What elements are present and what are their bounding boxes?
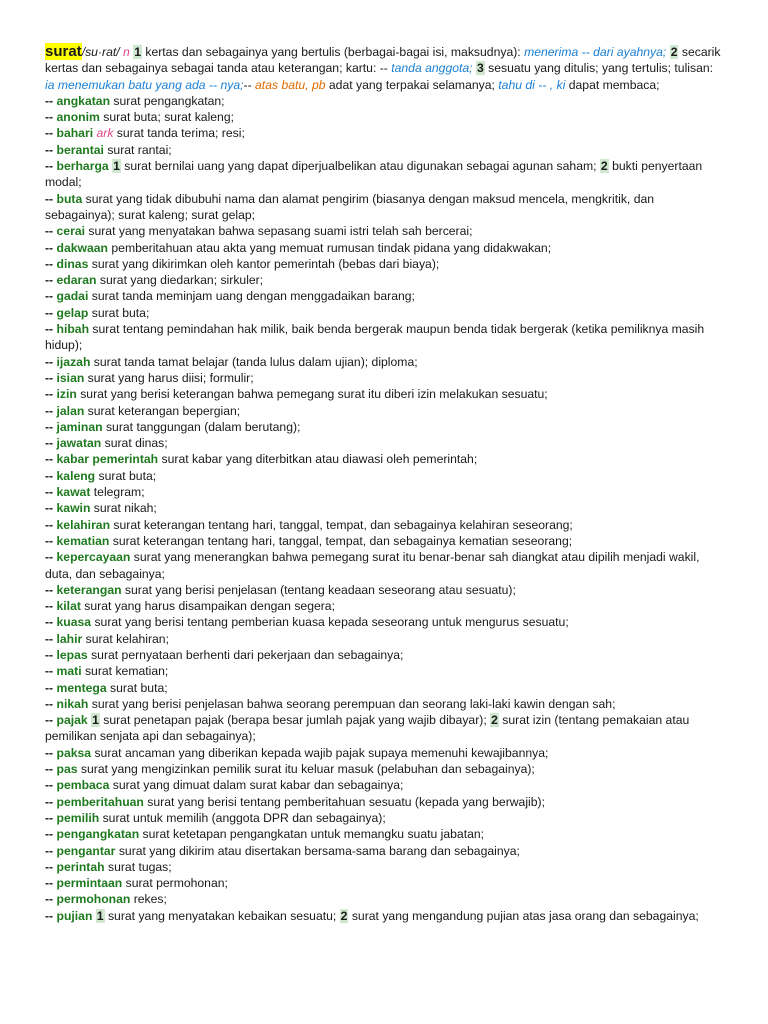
subentry-term: dakwaan	[56, 240, 108, 255]
subentry-term: gadai	[56, 289, 89, 304]
definition-text: telegram;	[90, 485, 145, 500]
intro-definition	[45, 45, 720, 92]
definition-text: surat nikah;	[90, 501, 157, 516]
subentry-list	[45, 93, 725, 924]
tilde-dash: --	[45, 191, 57, 206]
subentry-term: jaminan	[56, 419, 103, 434]
tilde-dash: --	[45, 126, 57, 141]
tilde-dash: --	[45, 599, 57, 614]
sense-number: 1	[96, 908, 104, 923]
definition-text: secarik kertas dan sebagainya sebagai tanda atau keterangan; kartu: --	[45, 45, 721, 76]
tilde-dash: --	[45, 631, 57, 646]
subentry-term: isian	[56, 370, 85, 385]
subentry-term: kelahiran	[56, 517, 111, 532]
tilde-dash: --	[45, 403, 57, 418]
definition-text: surat kelahiran;	[82, 631, 169, 646]
definition-text: surat kematian;	[81, 664, 169, 679]
subentry-term: edaran	[56, 273, 97, 288]
subentry	[45, 240, 725, 256]
subentry	[45, 859, 725, 875]
subentry-term: lahir	[56, 631, 83, 646]
tilde-dash: --	[45, 615, 57, 630]
definition-text: surat yang mengizinkan pemilik surat itu keluar masuk (pelabuhan dan sebagainya);	[77, 762, 535, 777]
definition-text: surat tugas;	[104, 859, 172, 874]
tilde-dash: --	[45, 501, 57, 516]
definition-text: surat yang berisi penjelasan (tentang keadaan seseorang atau sesuatu);	[121, 582, 516, 597]
tilde-dash: --	[45, 794, 57, 809]
definition-text: surat yang diedarkan; sirkuler;	[96, 273, 264, 288]
definition-text: rekes;	[130, 892, 167, 907]
tilde-dash: --	[45, 93, 57, 108]
definition-text: pemberitahuan atau akta yang memuat rumusan tindak pidana yang didakwakan;	[108, 240, 552, 255]
subentry-term: gelap	[56, 305, 89, 320]
subentry-term: kuasa	[56, 615, 92, 630]
tilde-dash: --	[45, 713, 57, 728]
subentry	[45, 777, 725, 793]
subentry-term: pujian	[56, 908, 93, 923]
subentry-term: mati	[56, 664, 82, 679]
subentry-term: permohonan	[56, 892, 131, 907]
example-text: menerima -- dari ayahnya;	[524, 45, 667, 59]
definition-text: surat ketetapan pengangkatan untuk memangku suatu jabatan;	[139, 827, 485, 842]
tilde-dash: --	[45, 159, 57, 174]
subentry-term: jalan	[56, 403, 85, 418]
sense-number: 2	[600, 159, 608, 174]
tilde-dash: --	[45, 436, 57, 451]
subentry	[45, 468, 725, 484]
tilde-dash: --	[45, 289, 57, 304]
dictionary-entry	[45, 44, 725, 924]
subentry-term: pemberitahuan	[56, 794, 144, 809]
subentry	[45, 598, 725, 614]
subentry	[45, 891, 725, 907]
example-text: ia menemukan batu yang ada -- nya;	[45, 77, 244, 92]
definition-text: surat dinas;	[101, 436, 168, 451]
definition-text: bukti penyertaan modal;	[45, 159, 703, 190]
subentry-term: pemilih	[56, 810, 100, 825]
definition-text: dapat membaca;	[565, 77, 660, 92]
subentry-term: pas	[56, 762, 78, 777]
subentry	[45, 451, 725, 467]
subentry-term: berharga	[56, 159, 109, 174]
tilde-dash: --	[45, 354, 57, 369]
definition-text: surat yang berisi penjelasan bahwa seorang perempuan dan seorang laki-laki kawin dengan sah;	[88, 696, 616, 711]
tilde-dash: --	[45, 370, 57, 385]
definition-text: surat permohonan;	[122, 876, 228, 891]
subentry	[45, 663, 725, 679]
definition-text: surat tanda tamat belajar (tanda lulus dalam ujian); diploma;	[90, 354, 418, 369]
tilde-dash: --	[45, 647, 57, 662]
definition-text: surat ancaman yang diberikan kepada wajib pajak supaya memenuhi kewajibannya;	[91, 745, 549, 760]
definition-text: surat yang berisi tentang pemberitahuan sesuatu (kepada yang berwajib);	[143, 794, 545, 809]
subentry	[45, 500, 725, 516]
definition-text: surat buta;	[106, 680, 168, 695]
example-text: tahu di -- , ki	[498, 77, 566, 92]
tilde-dash: --	[45, 876, 57, 891]
tilde-dash: --	[45, 859, 57, 874]
subentry-term: izin	[56, 387, 77, 402]
definition-text: surat buta;	[88, 305, 150, 320]
subentry	[45, 93, 725, 109]
proverb-text: atas batu, pb	[255, 77, 326, 92]
subentry	[45, 647, 725, 663]
sense-number: 2	[670, 45, 678, 59]
subentry	[45, 843, 725, 859]
tilde-dash: --	[45, 892, 57, 907]
subentry-term: buta	[56, 191, 83, 206]
subentry-term: pengangkatan	[56, 827, 140, 842]
definition-text: surat yang menyatakan kebaikan sesuatu;	[104, 908, 340, 923]
definition-text: surat penetapan pajak (berapa besar jumlah pajak yang wajib dibayar);	[99, 713, 491, 728]
subentry-term: kepercayaan	[56, 550, 131, 565]
subentry	[45, 256, 725, 272]
subentry	[45, 875, 725, 891]
tilde-dash: --	[45, 696, 57, 711]
subentry-term: kematian	[56, 533, 110, 548]
definition-text: surat yang mengandung pujian atas jasa orang dan sebagainya;	[348, 908, 699, 923]
definition-text: --	[243, 77, 256, 92]
subentry-term: pembaca	[56, 778, 110, 793]
tilde-dash: --	[45, 305, 57, 320]
subentry	[45, 125, 725, 141]
subentry	[45, 745, 725, 761]
tilde-dash: --	[45, 810, 57, 825]
tilde-dash: --	[45, 419, 57, 434]
subentry	[45, 272, 725, 288]
subentry	[45, 761, 725, 777]
subentry-term: kaleng	[56, 468, 96, 483]
subentry	[45, 549, 725, 582]
subentry	[45, 305, 725, 321]
subentry	[45, 908, 725, 924]
tilde-dash: --	[45, 142, 57, 157]
tilde-dash: --	[45, 778, 57, 793]
subentry-term: paksa	[56, 745, 92, 760]
definition-text: surat tanggungan (dalam berutang);	[102, 419, 301, 434]
subentry	[45, 386, 725, 402]
tilde-dash: --	[45, 485, 57, 500]
subentry	[45, 370, 725, 386]
definition-text: surat keterangan bepergian;	[84, 403, 241, 418]
definition-text: surat buta;	[95, 468, 157, 483]
subentry-term: kabar pemerintah	[56, 452, 159, 467]
sense-number: 1	[113, 159, 120, 174]
subentry	[45, 191, 725, 224]
definition-text: surat tanda terima; resi;	[113, 126, 245, 141]
definition-text: kertas dan sebagainya yang bertulis (berbagai-bagai isi, maksudnya):	[141, 45, 525, 59]
subentry	[45, 826, 725, 842]
subentry-term: nikah	[56, 696, 89, 711]
tilde-dash: --	[45, 582, 57, 597]
definition-text: surat izin (tentang pemakaian atau pemilikan senjata api dan sebagainya);	[45, 713, 690, 744]
subentry	[45, 533, 725, 549]
tilde-dash: --	[45, 664, 57, 679]
tilde-dash: --	[45, 680, 57, 695]
subentry	[45, 223, 725, 239]
definition-text: surat yang berisi keterangan bahwa pemegang surat itu diberi izin melakukan sesuatu;	[76, 387, 548, 402]
definition-text: surat keterangan tentang hari, tanggal, tempat, dan sebagainya kelahiran seseorang;	[110, 517, 573, 532]
subentry-term: kilat	[56, 599, 81, 614]
definition-text: surat yang menyatakan bahwa sepasang suami istri telah sah bercerai;	[84, 224, 473, 239]
subentry	[45, 288, 725, 304]
entry-header	[45, 44, 725, 93]
sense-number: 1	[134, 45, 141, 59]
subentry	[45, 517, 725, 533]
subentry-term: keterangan	[56, 582, 122, 597]
tilde-dash: --	[45, 387, 57, 402]
definition-text: surat tanda meminjam uang dengan menggadaikan barang;	[88, 289, 415, 304]
definition-text: surat bernilai uang yang dapat diperjualbelikan atau digunakan sebagai agunan saham;	[120, 159, 600, 174]
definition-text: surat keterangan tentang hari, tanggal, tempat, dan sebagainya kematian seseorang;	[109, 533, 573, 548]
subentry	[45, 321, 725, 354]
definition-text: surat yang dimuat dalam surat kabar dan sebagainya;	[109, 778, 404, 793]
subentry-term: perintah	[56, 859, 105, 874]
headword: surat	[45, 43, 82, 60]
tilde-dash: --	[45, 452, 57, 467]
definition-text: surat untuk memilih (anggota DPR dan sebagainya);	[99, 810, 386, 825]
subentry	[45, 631, 725, 647]
subentry	[45, 142, 725, 158]
subentry-term: dinas	[56, 256, 89, 271]
subentry-term: pajak	[56, 713, 88, 728]
tilde-dash: --	[45, 322, 57, 337]
example-text: tanda anggota;	[391, 61, 473, 76]
subentry	[45, 680, 725, 696]
tilde-dash: --	[45, 533, 57, 548]
tilde-dash: --	[45, 517, 57, 532]
tilde-dash: --	[45, 110, 57, 125]
sense-number: 1	[92, 713, 99, 728]
pronunciation: /su·rat/	[81, 45, 120, 59]
definition-text: surat yang harus disampaikan dengan segera;	[80, 599, 335, 614]
subentry-term: kawat	[56, 485, 91, 500]
subentry	[45, 484, 725, 500]
definition-text: surat yang dikirim atau disertakan bersama-sama barang dan sebagainya;	[115, 843, 520, 858]
definition-text: surat yang tidak dibubuhi nama dan alamat pengirim (biasanya dengan maksud mencela, mengkritik, dan sebagainya); surat kaleng; surat gelap;	[45, 191, 655, 222]
subentry	[45, 582, 725, 598]
tilde-dash: --	[45, 827, 57, 842]
subentry-term: mentega	[56, 680, 107, 695]
sense-number: 2	[491, 713, 498, 728]
tilde-dash: --	[45, 468, 57, 483]
definition-text: surat buta; surat kaleng;	[99, 110, 234, 125]
definition-text: surat rantai;	[103, 142, 172, 157]
tilde-dash: --	[45, 745, 57, 760]
subentry	[45, 158, 725, 191]
subentry	[45, 712, 725, 745]
subentry	[45, 810, 725, 826]
subentry-term: bahari	[56, 126, 94, 141]
part-of-speech: n	[123, 45, 130, 59]
definition-text: surat pernyataan berhenti dari pekerjaan dan sebagainya;	[87, 647, 404, 662]
subentry	[45, 403, 725, 419]
definition-text: surat yang harus diisi; formulir;	[84, 370, 254, 385]
subentry	[45, 354, 725, 370]
subentry-term: jawatan	[56, 436, 102, 451]
subentry-term: permintaan	[56, 876, 123, 891]
subentry	[45, 419, 725, 435]
subentry-term: pengantar	[56, 843, 116, 858]
tilde-dash: --	[45, 240, 57, 255]
definition-text: surat yang menerangkan bahwa pemegang surat itu benar-benar sah diangkat atau dipilih menjadi wakil, duta, dan sebagainya;	[45, 550, 700, 581]
subentry	[45, 794, 725, 810]
tilde-dash: --	[45, 762, 57, 777]
subentry	[45, 696, 725, 712]
subentry	[45, 435, 725, 451]
usage-label: ark	[96, 126, 114, 141]
subentry-term: kawin	[56, 501, 91, 516]
subentry-term: ijazah	[56, 354, 91, 369]
subentry-term: lepas	[56, 647, 88, 662]
definition-text: surat pengangkatan;	[110, 93, 225, 108]
tilde-dash: --	[45, 843, 57, 858]
definition-text: surat kabar yang diterbitkan atau diawasi oleh pemerintah;	[158, 452, 478, 467]
subentry-term: cerai	[56, 224, 85, 239]
subentry-term: hibah	[56, 322, 90, 337]
tilde-dash: --	[45, 224, 57, 239]
sense-number: 3	[476, 61, 484, 76]
sense-number: 2	[340, 908, 348, 923]
definition-text: sesuatu yang ditulis; yang tertulis; tulisan:	[484, 61, 714, 76]
tilde-dash: --	[45, 273, 57, 288]
definition-text: surat tentang pemindahan hak milik, baik benda bergerak maupun benda tidak bergerak (ketika pemiliknya masih hidup);	[45, 322, 705, 353]
subentry	[45, 614, 725, 630]
subentry-term: anonim	[56, 110, 100, 125]
definition-text: surat yang berisi tentang pemberian kuasa kepada seseorang untuk mengurus sesuatu;	[91, 615, 569, 630]
subentry-term: angkatan	[56, 93, 111, 108]
definition-text: surat yang dikirimkan oleh kantor pemerintah (bebas dari biaya);	[88, 256, 440, 271]
tilde-dash: --	[45, 550, 57, 565]
subentry	[45, 109, 725, 125]
tilde-dash: --	[45, 256, 57, 271]
definition-text: adat yang terpakai selamanya;	[325, 77, 499, 92]
subentry-term: berantai	[56, 142, 104, 157]
tilde-dash: --	[45, 908, 57, 923]
